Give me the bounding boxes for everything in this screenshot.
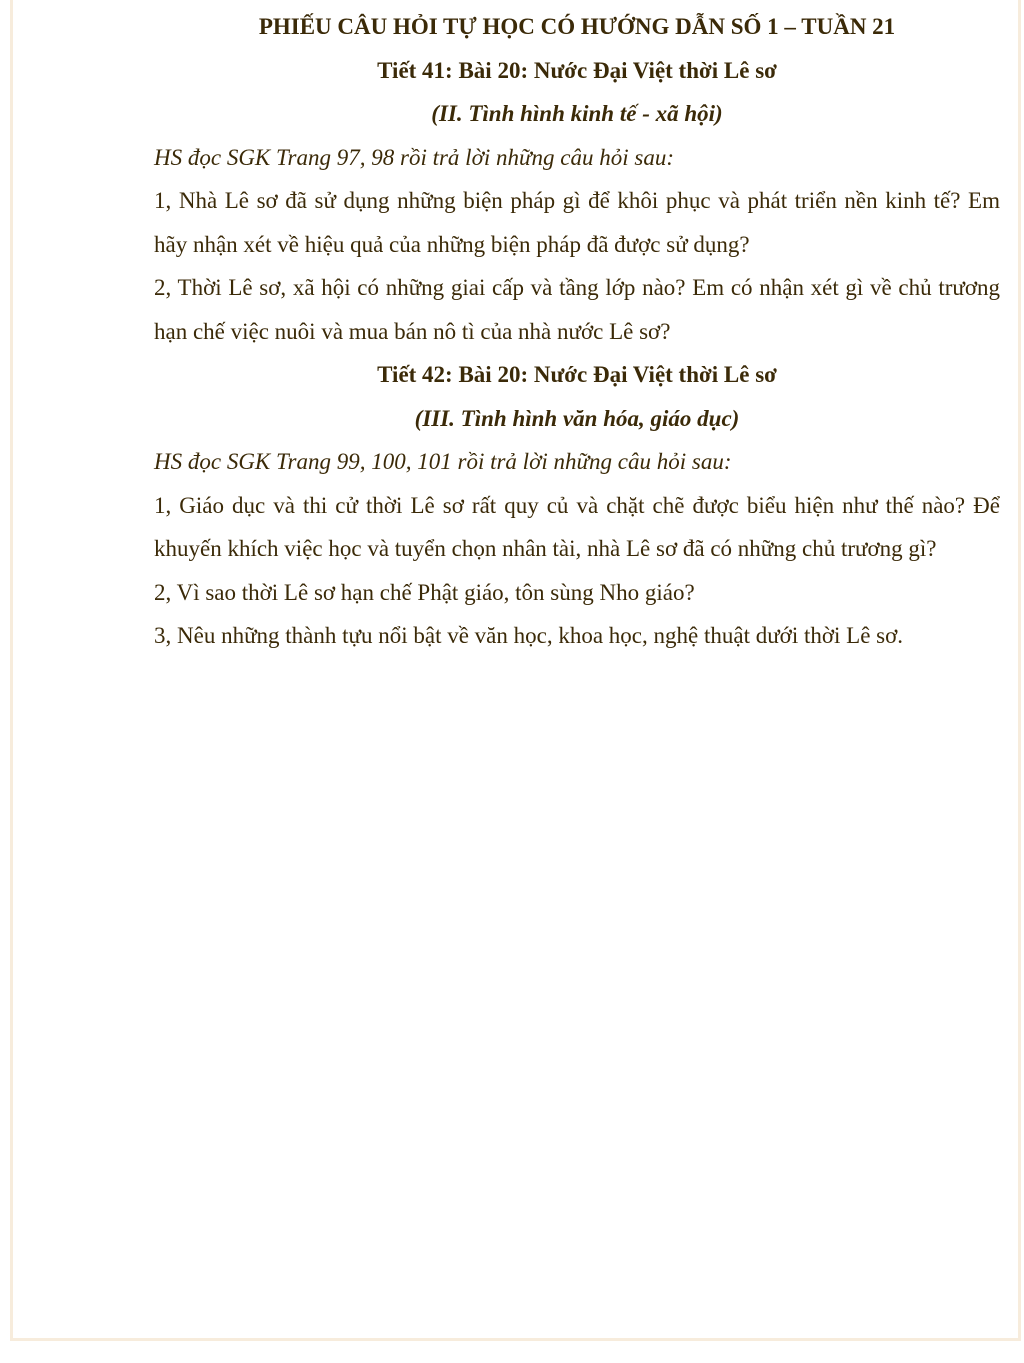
lesson-41-question-2: 2, Thời Lê sơ, xã hội có những giai cấp và tầng lớp nào? Em có nhận xét gì về chủ trương hạn chế việc nuôi và mua bán nô tì của nhà nước Lê sơ? xyxy=(154,275,1000,344)
lesson-41-instruction: HS đọc SGK Trang 97, 98 rồi trả lời những câu hỏi sau: xyxy=(154,144,674,170)
lesson-42-subheading: (III. Tình hình văn hóa, giáo dục) xyxy=(414,405,740,431)
worksheet-title: PHIẾU CÂU HỎI TỰ HỌC CÓ HƯỚNG DẪN SỐ 1 – TUẦN 21 xyxy=(258,14,896,39)
lesson-41-question-1: 1, Nhà Lê sơ đã sử dụng những biện pháp gì để khôi phục và phát triển nền kinh tế? Em hãy nhận xét về hiệu quả của những biện pháp đã được sử dụng? xyxy=(154,188,1000,257)
lesson-42-instruction: HS đọc SGK Trang 99, 100, 101 rồi trả lời những câu hỏi sau: xyxy=(154,449,732,474)
lesson-42-question-3: 3, Nêu những thành tựu nổi bật về văn học, khoa học, nghệ thuật dưới thời Lê sơ. xyxy=(154,623,904,648)
lesson-41-heading: Tiết 41: Bài 20: Nước Đại Việt thời Lê sơ xyxy=(377,57,777,83)
lesson-42-heading: Tiết 42: Bài 20: Nước Đại Việt thời Lê sơ xyxy=(377,362,777,387)
document-body xyxy=(154,0,1000,658)
lesson-42-question-2: 2, Vì sao thời Lê sơ hạn chế Phật giáo, tôn sùng Nho giáo? xyxy=(154,579,695,605)
lesson-42-question-1: 1, Giáo dục và thi cử thời Lê sơ rất quy củ và chặt chẽ được biểu hiện như thế nào? Để khuyến khích việc học và tuyển chọn nhân tài, nhà Lê sơ đã có những chủ trương gì? xyxy=(154,492,1000,561)
document-page xyxy=(10,0,1021,1341)
lesson-41-subheading: (II. Tình hình kinh tế - xã hội) xyxy=(431,101,723,126)
